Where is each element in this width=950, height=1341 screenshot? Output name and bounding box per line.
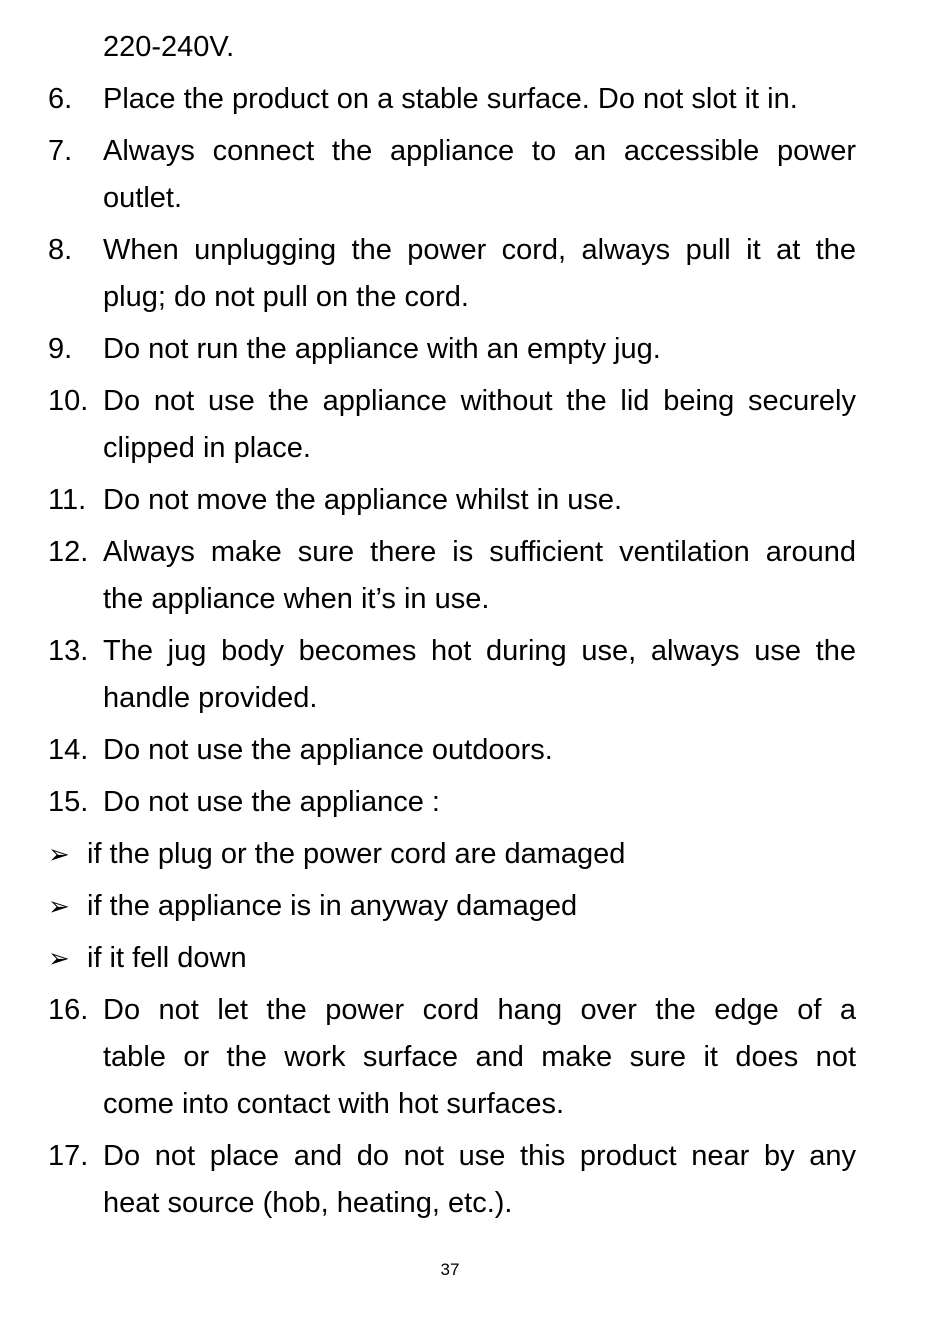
item-text: table or the work surface and make sure it does not — [103, 1041, 856, 1073]
continuation-text: 220-240V. — [103, 31, 235, 63]
item-number: 13. — [48, 635, 89, 667]
item-number: 17. — [48, 1140, 89, 1172]
item-number: 15. — [48, 786, 89, 818]
page-number: 37 — [440, 1260, 460, 1279]
item-text: Do not run the appliance with an empty jug. — [103, 333, 661, 365]
item-text: Always make sure there is sufficient ventilation around — [103, 536, 856, 568]
item-number: 10. — [48, 385, 89, 417]
item-text: clipped in place. — [103, 432, 311, 464]
item-text: The jug body becomes hot during use, always use the — [103, 635, 856, 667]
item-text: Do not use the appliance : — [103, 786, 440, 818]
item-text: handle provided. — [103, 682, 318, 714]
item-text: outlet. — [103, 182, 182, 214]
item-number: 12. — [48, 536, 89, 568]
item-text: heat source (hob, heating, etc.). — [103, 1187, 513, 1219]
item-number: 8. — [48, 234, 73, 266]
item-text: Place the product on a stable surface. Do not slot it in. — [103, 83, 798, 115]
item-text: Do not let the power cord hang over the edge of a — [103, 994, 856, 1026]
item-text: plug; do not pull on the cord. — [103, 281, 469, 313]
item-number: 11. — [48, 484, 87, 516]
arrowhead-bullet-icon: ➢ — [48, 839, 70, 869]
item-text: Do not use the appliance outdoors. — [103, 734, 553, 766]
bullet-text: if the plug or the power cord are damaged — [87, 838, 626, 870]
bullet-text: if the appliance is in anyway damaged — [87, 890, 578, 922]
item-number: 7. — [48, 135, 73, 167]
item-text: Do not move the appliance whilst in use. — [103, 484, 623, 516]
item-text: come into contact with hot surfaces. — [103, 1088, 564, 1120]
bullet-text: if it fell down — [87, 942, 247, 974]
item-text: When unplugging the power cord, always pull it at the — [103, 234, 856, 266]
item-number: 9. — [48, 333, 73, 365]
arrowhead-bullet-icon: ➢ — [48, 891, 70, 921]
item-number: 16. — [48, 994, 89, 1026]
item-number: 14. — [48, 734, 89, 766]
item-text: Do not place and do not use this product near by any — [103, 1140, 856, 1172]
item-text: Always connect the appliance to an accessible power — [103, 135, 856, 167]
item-number: 6. — [48, 83, 73, 115]
item-text: Do not use the appliance without the lid being securely — [103, 385, 856, 417]
item-text: the appliance when it’s in use. — [103, 583, 490, 615]
arrowhead-bullet-icon: ➢ — [48, 943, 70, 973]
